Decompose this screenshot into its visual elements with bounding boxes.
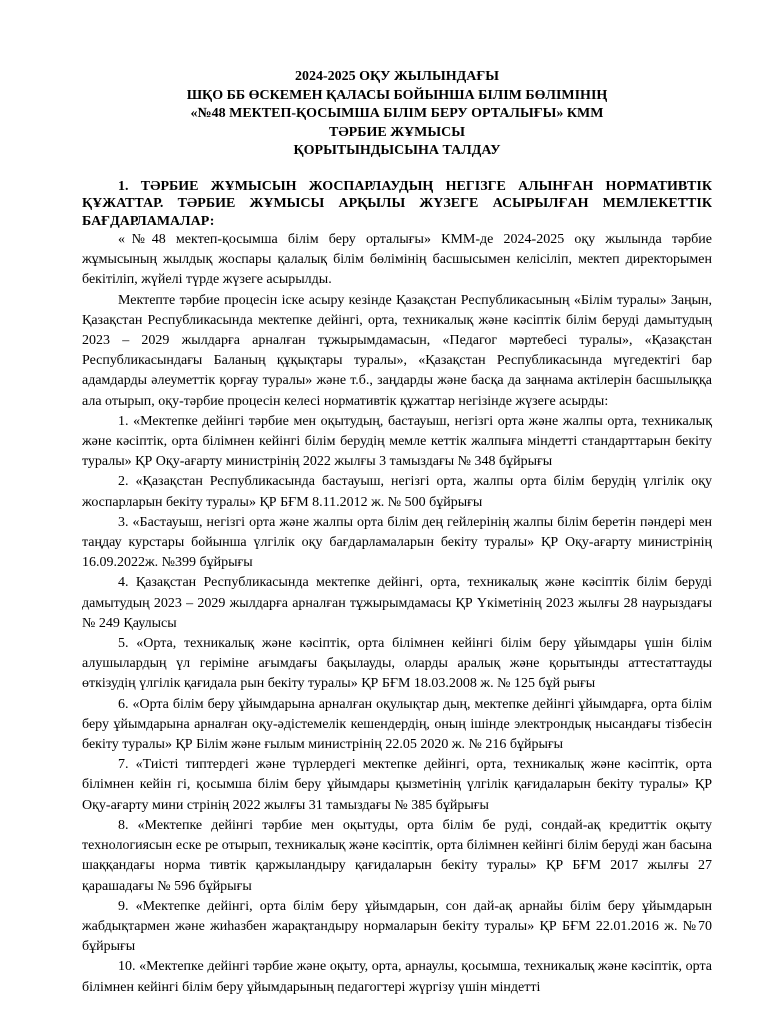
list-item: 4. Қазақстан Республикасында мектепке дейінгі, орта, техникалық және кәсіптік білім беруді дамытудың 2023 – 2029 жылдарға арналған тұжырымдамасы ҚР Үкіметінің 2023 жылғы 28 наурыздағы № 249 Қаулысы bbox=[82, 575, 712, 631]
title-line-school: «№48 МЕКТЕП-ҚОСЫМША БІЛІМ БЕРУ ОРТАЛЫҒЫ» КММ bbox=[190, 106, 604, 121]
title-line-year: 2024-2025 ОҚУ ЖЫЛЫНДАҒЫ bbox=[294, 69, 500, 84]
list-item: 1. «Мектепке дейінгі тәрбие мен оқытудың, бастауыш, негізгі орта және жалпы орта, техникалық және кәсіптік, орта білімнен кейінгі білім берудің мемле кеттік жалпыға міндетті стандарттарын бекіту туралы» ҚР Оқу-ағарту министрінің 2022 жылғы 3 тамыздағы № 348 бұйрығы bbox=[82, 413, 712, 470]
title-line-department: ШҚО ББ ӨСКЕМЕН ҚАЛАСЫ БОЙЫНША БІЛІМ БӨЛІМІНІҢ bbox=[186, 87, 608, 103]
paragraph-laws: Мектепте тәрбие процесін іске асыру кезінде Қазақстан Республикасының «Білім туралы» Заңын, Қазақстан Республикасында мектепке дейінгі, орта, техникалық және кәсіптік білім беруді дамытудың 2023 – 2029 жылдарға арналған тұжырымдамасын, «Педагог мәртебесі туралы», «Қазақстан Республикасындағы Баланың құқықтары туралы», «Қазақстан Республикасында мүгедектігі бар адамдарды әлеуметтік қорғау туралы» және т.б., заңдарды және басқа да заңнама актілерін басшылыққа ала отырып, оқу-тәрбие процесін келесі нормативтік құжаттар негізінде жүзеге асырды: bbox=[82, 292, 712, 409]
title-line-work: ТӘРБИЕ ЖҰМЫСЫ bbox=[329, 124, 465, 140]
list-item: 5. «Орта, техникалық және кәсіптік, орта білімнен кейінгі білім беру ұйымдары үшін білім алушылардың үл геріміне ағымдағы бақылауды, оларды аралық және қорытынды аттестаттауды өткізудің үлгілік қағидала рын бекіту туралы» ҚР БҒМ 18.03.2008 ж. № 125 бұй рығы bbox=[82, 636, 712, 692]
title-line-analysis: ҚОРЫТЫНДЫСЫНА ТАЛДАУ bbox=[293, 143, 501, 158]
list-item: 3. «Бастауыш, негізгі орта және жалпы орта білім дең гейлерінің жалпы білім беретін пәндері мен таңдау курстары бойынша үлгілік оқу бағдарламаларын бекіту туралы» ҚР Оқу-ағарту министрінің 16.09.2022ж. №399 бұйрығы bbox=[82, 514, 712, 571]
document-title bbox=[82, 68, 712, 161]
list-item: 9. «Мектепке дейінгі, орта білім беру ұйымдарын, сон дай-ақ арнайы білім беру ұйымдарын жабдықтармен және жиһазбен жарақтандыру нормаларын бекіту туралы» ҚР БҒМ 22.01.2016 ж. №70 бұйрығы bbox=[82, 898, 712, 955]
section-heading: 1. ТӘРБИЕ ЖҰМЫСЫН ЖОСПАРЛАУДЫҢ НЕГІЗГЕ АЛЫНҒАН НОРМАТИВТІК ҚҰЖАТТАР. ТӘРБИЕ ЖҰМЫСЫ АРҚЫЛЫ ЖҮЗЕГЕ АСЫРЫЛҒАН МЕМЛЕКЕТТІК БАҒДАРЛАМАЛАР: bbox=[82, 178, 712, 229]
list-item: 8. «Мектепке дейінгі тәрбие мен оқытуды, орта білім бе руді, сондай-ақ кредиттік оқыту технологиясын еске ре отырып, техникалық және кәсіптік, орта білімнен кейінгі білім беруді жан басына шаққандағы норма тивтік қаржыландыру қағидаларын бекіту туралы» ҚР БҒМ 2017 жылғы 27 қарашадағы № 596 бұйрығы bbox=[82, 817, 712, 894]
list-item: 6. «Орта білім беру ұйымдарына арналған оқулықтар дың, мектепке дейінгі ұйымдарға, орта білім беру ұйымдарына арналған оқу-әдістемелік кешендердің, оның ішінде электрондық нысандағы тізбесін бекіту туралы» ҚР Білім және ғылым министрінің 22.05 2020 ж. № 216 бұйрығы bbox=[82, 696, 712, 753]
list-item: 10. «Мектепке дейінгі тәрбие және оқыту, орта, арнаулы, қосымша, техникалық және кәсіптік, орта білімнен кейінгі білім беру ұйымдарының педагогтері жүргізу үшін міндетті bbox=[82, 959, 712, 995]
document-body bbox=[82, 178, 712, 998]
list-item: 7. «Тиісті типтердегі және түрлердегі мектепке дейінгі, орта, техникалық және кәсіптік, орта білімнен кейін гі, қосымша білім беру ұйымдары қызметінің үлгілік қағидаларын бекіту туралы» ҚР Оқу-ағарту мини стрінің 2022 жылғы 31 тамыздағы № 385 бұйрығы bbox=[82, 757, 712, 813]
list-item: 2. «Қазақстан Республикасында бастауыш, негізгі орта, жалпы орта білім берудің үлгілік оқу жоспарларын бекіту туралы» ҚР БҒМ 8.11.2012 ж. № 500 бұйрығы bbox=[82, 474, 712, 510]
paragraph-intro: «№48 мектеп-қосымша білім беру орталығы» КММ-де 2024-2025 оқу жылында тәрбие жұмысының жылдық жоспары қалалық білім бөлімінің басшысымен келісіліп, мектеп директорымен бекітіліп, жүйелі түрде жүзеге асырылды. bbox=[82, 232, 712, 288]
